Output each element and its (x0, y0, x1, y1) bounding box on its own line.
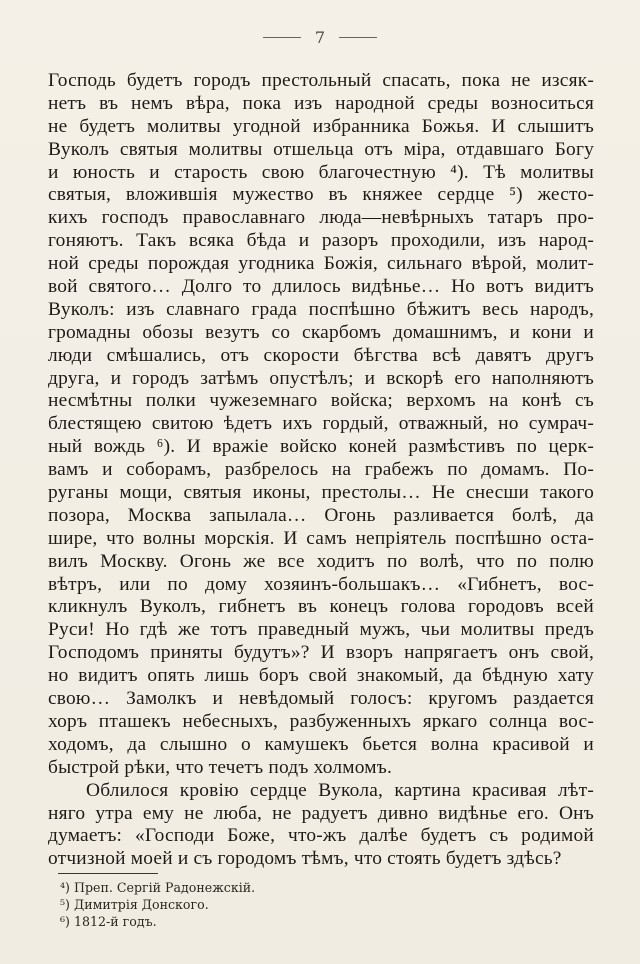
text-line: вѣтръ, или по дому хозяинъ-большакъ… «Гибнетъ, вос- (48, 573, 594, 595)
text-line: Руси! Но гдѣ же тотъ праведный мужъ, чьи молитвы предъ (48, 619, 594, 641)
text-line: отчизной моей и съ городомъ тѣмъ, что стоять будетъ здѣсь? (48, 848, 562, 870)
text-line: руганы мощи, святыя иконы, престолы… Не снесши такого (48, 482, 594, 504)
text-line: гоняютъ. Такъ всяка бѣда и разоръ проходили, изъ народ- (48, 230, 594, 252)
page-number: 7 (314, 28, 326, 47)
text-line: ходомъ, да слышно о камушекъ бьется волна красивой и (48, 733, 594, 755)
text-line: и юность и старость свою благочестную ⁴). Тѣ молитвы (48, 161, 594, 183)
text-line: кликнулъ Вуколъ, гибнетъ въ конецъ голова городовъ всей (48, 596, 594, 618)
text-line: хоръ пташекъ небесныхъ, разбуженныхъ яркаго солнца вос- (48, 710, 594, 732)
text-line: Облилося кровію сердце Вукола, картина красивая лѣт- (86, 779, 594, 801)
footnote: ⁴) Преп. Сергій Радонежскій. (60, 880, 256, 895)
footnote: ⁶) 1812-й годъ. (60, 914, 157, 929)
header-rule-right (339, 37, 377, 38)
text-line: вамъ и соборамъ, разбрелось на грабежъ по домамъ. По- (48, 459, 594, 481)
text-line: свою… Замолкъ и невѣдомый голосъ: кругомъ раздается (48, 688, 594, 710)
text-line: вой святого… Долго то длилось видѣнье… Но вотъ видитъ (48, 276, 594, 298)
text-line: блестящею свитою ѣдетъ ихъ гордый, отважный, но сумрач- (48, 413, 594, 435)
footnote: ⁵) Димитрія Донского. (60, 897, 209, 912)
text-line: думаетъ: «Господи Боже, что-жъ далѣе будетъ съ родимой (48, 825, 594, 847)
header-rule-left (263, 37, 301, 38)
text-line: няго утра ему не люба, не радуетъ дивно видѣнье его. Онъ (48, 802, 594, 824)
text-line: святыя, вложившія мужество въ княжее сердце ⁵) жесто- (48, 184, 594, 206)
text-line: Вуколъ: изъ славнаго града поспѣшно бѣжитъ весь народъ, (48, 298, 594, 320)
body-text (48, 70, 594, 871)
text-line: шире, что волны морскія. И самъ непріятель поспѣшно оста- (48, 527, 594, 549)
text-line: Вуколъ святыя молитвы отшельца отъ міра, отдавшаго Богу (48, 138, 594, 160)
text-line: ный вождь ⁶). И вражіе войско коней размѣстивъ по церк- (48, 436, 594, 458)
text-line: нетъ въ немъ вѣра, пока изъ народной среды возноситься (48, 92, 594, 114)
text-line: но видитъ опять лишь боръ свой знакомый, да бѣдную хату (48, 665, 594, 687)
text-line: Господомъ приняты будутъ»? И взоръ напрягаетъ онъ свой, (48, 642, 594, 664)
text-line: ной среды порождая угодника Божія, сильнаго вѣрой, молит- (48, 253, 594, 275)
footnotes (60, 879, 255, 930)
text-line: вилъ Москву. Огонь же все ходитъ по волѣ, что по полю (48, 550, 594, 572)
text-line: Господь будетъ городъ престольный спасать, пока не изсяк- (48, 70, 594, 91)
footnote-rule (58, 873, 158, 874)
text-line: кихъ господъ православнаго люда—невѣрныхъ татаръ про- (48, 207, 594, 229)
page-header (0, 28, 640, 47)
text-line: люди смѣшались, отъ скорости бѣгства всѣ давятъ другъ (48, 344, 594, 366)
text-line: позора, Москва запылала… Огонь разливается болѣ, да (48, 504, 594, 526)
text-line: быстрой рѣки, что течетъ подъ холмомъ. (48, 756, 393, 778)
text-line: громадны обозы везутъ со скарбомъ домашнимъ, и кони и (48, 321, 594, 343)
text-line: друга, и городъ затѣмъ опустѣлъ; и вскорѣ его наполняютъ (48, 367, 594, 389)
text-line: несмѣтны полки чужеземнаго войска; верхомъ на конѣ съ (48, 390, 594, 412)
text-line: не будетъ молитвы угодной избранника Божья. И слышитъ (48, 115, 594, 137)
